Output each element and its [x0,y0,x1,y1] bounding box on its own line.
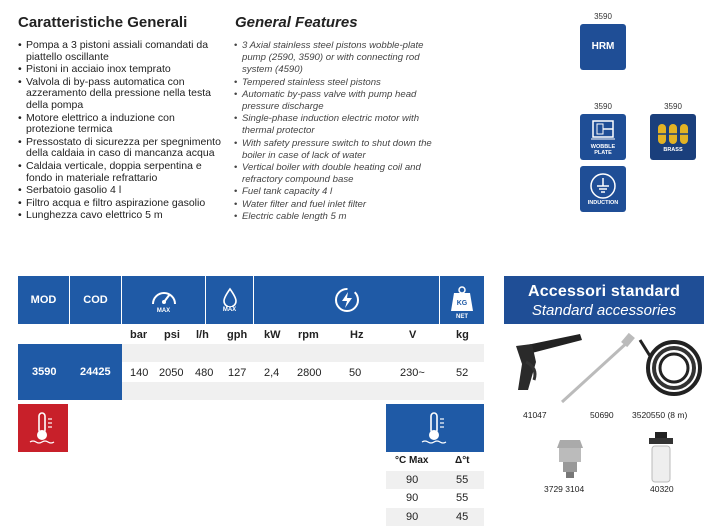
net-label: NET [456,314,468,320]
brass-pistons-icon [656,121,690,147]
feature-en: • 3 Axial stainless steel pistons wobble-plate pump (2590, 3590) or with connecting rod system (4590) [234,40,434,77]
accessory-code: 50690 [590,410,614,420]
feature-it: • Pompa a 3 pistoni assiali comandati da piattello oscillante [18,40,223,63]
unit-kw: kW [264,329,281,341]
induction-label: INDUCTION [587,200,619,206]
value-gph: 127 [228,367,247,379]
power-bolt-icon [333,286,361,314]
hrm-label: HRM [591,41,615,52]
wobble-code: 3590 [594,102,612,111]
feature-en: • Vertical boiler with double heating coil and refractory compound base [234,162,434,186]
value-rpm: 2800 [297,367,322,379]
delta-t-value: 55 [456,474,469,486]
model-cell [18,344,122,400]
value-kw: 2,4 [264,367,280,379]
weight-header [440,276,484,324]
unit-hz: Hz [350,329,364,341]
feature-en: • With safety pressure switch to shut down the boiler in case of lack of water [234,138,434,162]
induction-badge [580,166,626,212]
hose-image [636,336,708,402]
water-drop-icon [222,287,238,307]
mod-header: MOD [18,276,70,324]
temp-row [386,471,484,489]
value-bar: 140 [130,367,149,379]
features-it-list [18,40,223,223]
hrm-badge [580,24,626,70]
kg-icon-text: KG [456,300,468,307]
unit-psi: psi [164,329,180,341]
hrm-code: 3590 [594,12,612,21]
wobble-label: WOBBLE PLATE [590,144,616,156]
feature-en: • Water filter and fuel inlet filter [234,199,434,211]
temp-max-header: °C Max [395,455,429,466]
feature-en: • Tempered stainless steel pistons [234,77,434,89]
delta-t-value: 45 [456,511,469,523]
detergent-foamer-image [646,430,676,484]
feature-it: • Filtro acqua e filtro aspirazione gasolio [18,198,223,210]
nozzle-image [555,436,585,480]
accessory-code: 40320 [650,484,674,494]
temp-max-value: 90 [406,492,419,504]
accessories-header [504,276,704,324]
feature-it: • Lunghezza cavo elettrico 5 m [18,210,223,222]
hot-water-thermometer-icon [28,411,58,445]
wobble-plate-badge [580,114,626,160]
value-lh: 480 [195,367,214,379]
code-value: 24425 [80,366,111,378]
feature-en: • Electric cable length 5 m [234,211,434,223]
model-value: 3590 [32,366,57,378]
value-psi: 2050 [159,367,184,379]
power-header [254,276,440,324]
feature-en: • Single-phase induction electric motor with thermal protector [234,113,434,137]
title-it: Caratteristiche Generali [18,14,188,31]
weight-icon [449,285,475,315]
feature-en: • Automatic by-pass valve with pump head pressure discharge [234,89,434,113]
accessory-code: 3520550 (8 m) [632,410,688,420]
value-hz: 50 [349,367,362,379]
brass-badge [650,114,696,160]
brass-code: 3590 [664,102,682,111]
flow-max-label: MAX [222,307,237,313]
accessory-code: 41047 [523,410,547,420]
accessories-title: Accessori standard [527,283,681,300]
feature-it: • Valvola di by-pass automatica con azzeramento della pressione nella testa della pompa [18,77,223,112]
wobble-plate-icon [589,118,617,144]
pressure-max-label: MAX [156,308,171,314]
feature-it: • Serbatoio gasolio 4 l [18,185,223,197]
value-v: 230~ [400,367,425,379]
unit-lh: l/h [196,329,209,341]
thermometer-icon [420,411,450,445]
feature-it: • Pressostato di sicurezza per spegnimento della caldaia in caso di mancanza acqua [18,137,223,160]
heating-badge [18,404,68,452]
unit-rpm: rpm [298,329,319,341]
title-en: General Features [235,14,358,31]
gauge-icon [149,286,179,308]
spec-table-header [18,276,484,324]
accessories-subtitle: Standard accessories [531,302,677,319]
brass-label: BRASS [663,147,683,153]
ground-icon [589,172,617,200]
delta-t-header: Δ°t [455,455,470,466]
unit-gph: gph [227,329,248,341]
accessory-code: 3729 3104 [544,484,585,494]
feature-it: • Caldaia verticale, doppia serpentina e fondo in materiale refrattario [18,161,223,184]
cod-header: COD [70,276,122,324]
temp-max-value: 90 [406,511,419,523]
temp-max-value: 90 [406,474,419,486]
pressure-header [122,276,206,324]
value-kg: 52 [456,367,469,379]
unit-kg: kg [456,329,469,341]
unit-bar: bar [130,329,148,341]
unit-v: V [409,329,417,341]
flow-header [206,276,254,324]
feature-it: • Motore elettrico a induzione con protezione termica [18,113,223,136]
temp-row [386,508,484,526]
delta-t-value: 55 [456,492,469,504]
features-en-list [234,40,434,223]
feature-en: • Fuel tank capacity 4 l [234,186,434,198]
feature-it: • Pistoni in acciaio inox temprato [18,64,223,76]
temperature-header [386,404,484,452]
lance-image [558,332,638,406]
